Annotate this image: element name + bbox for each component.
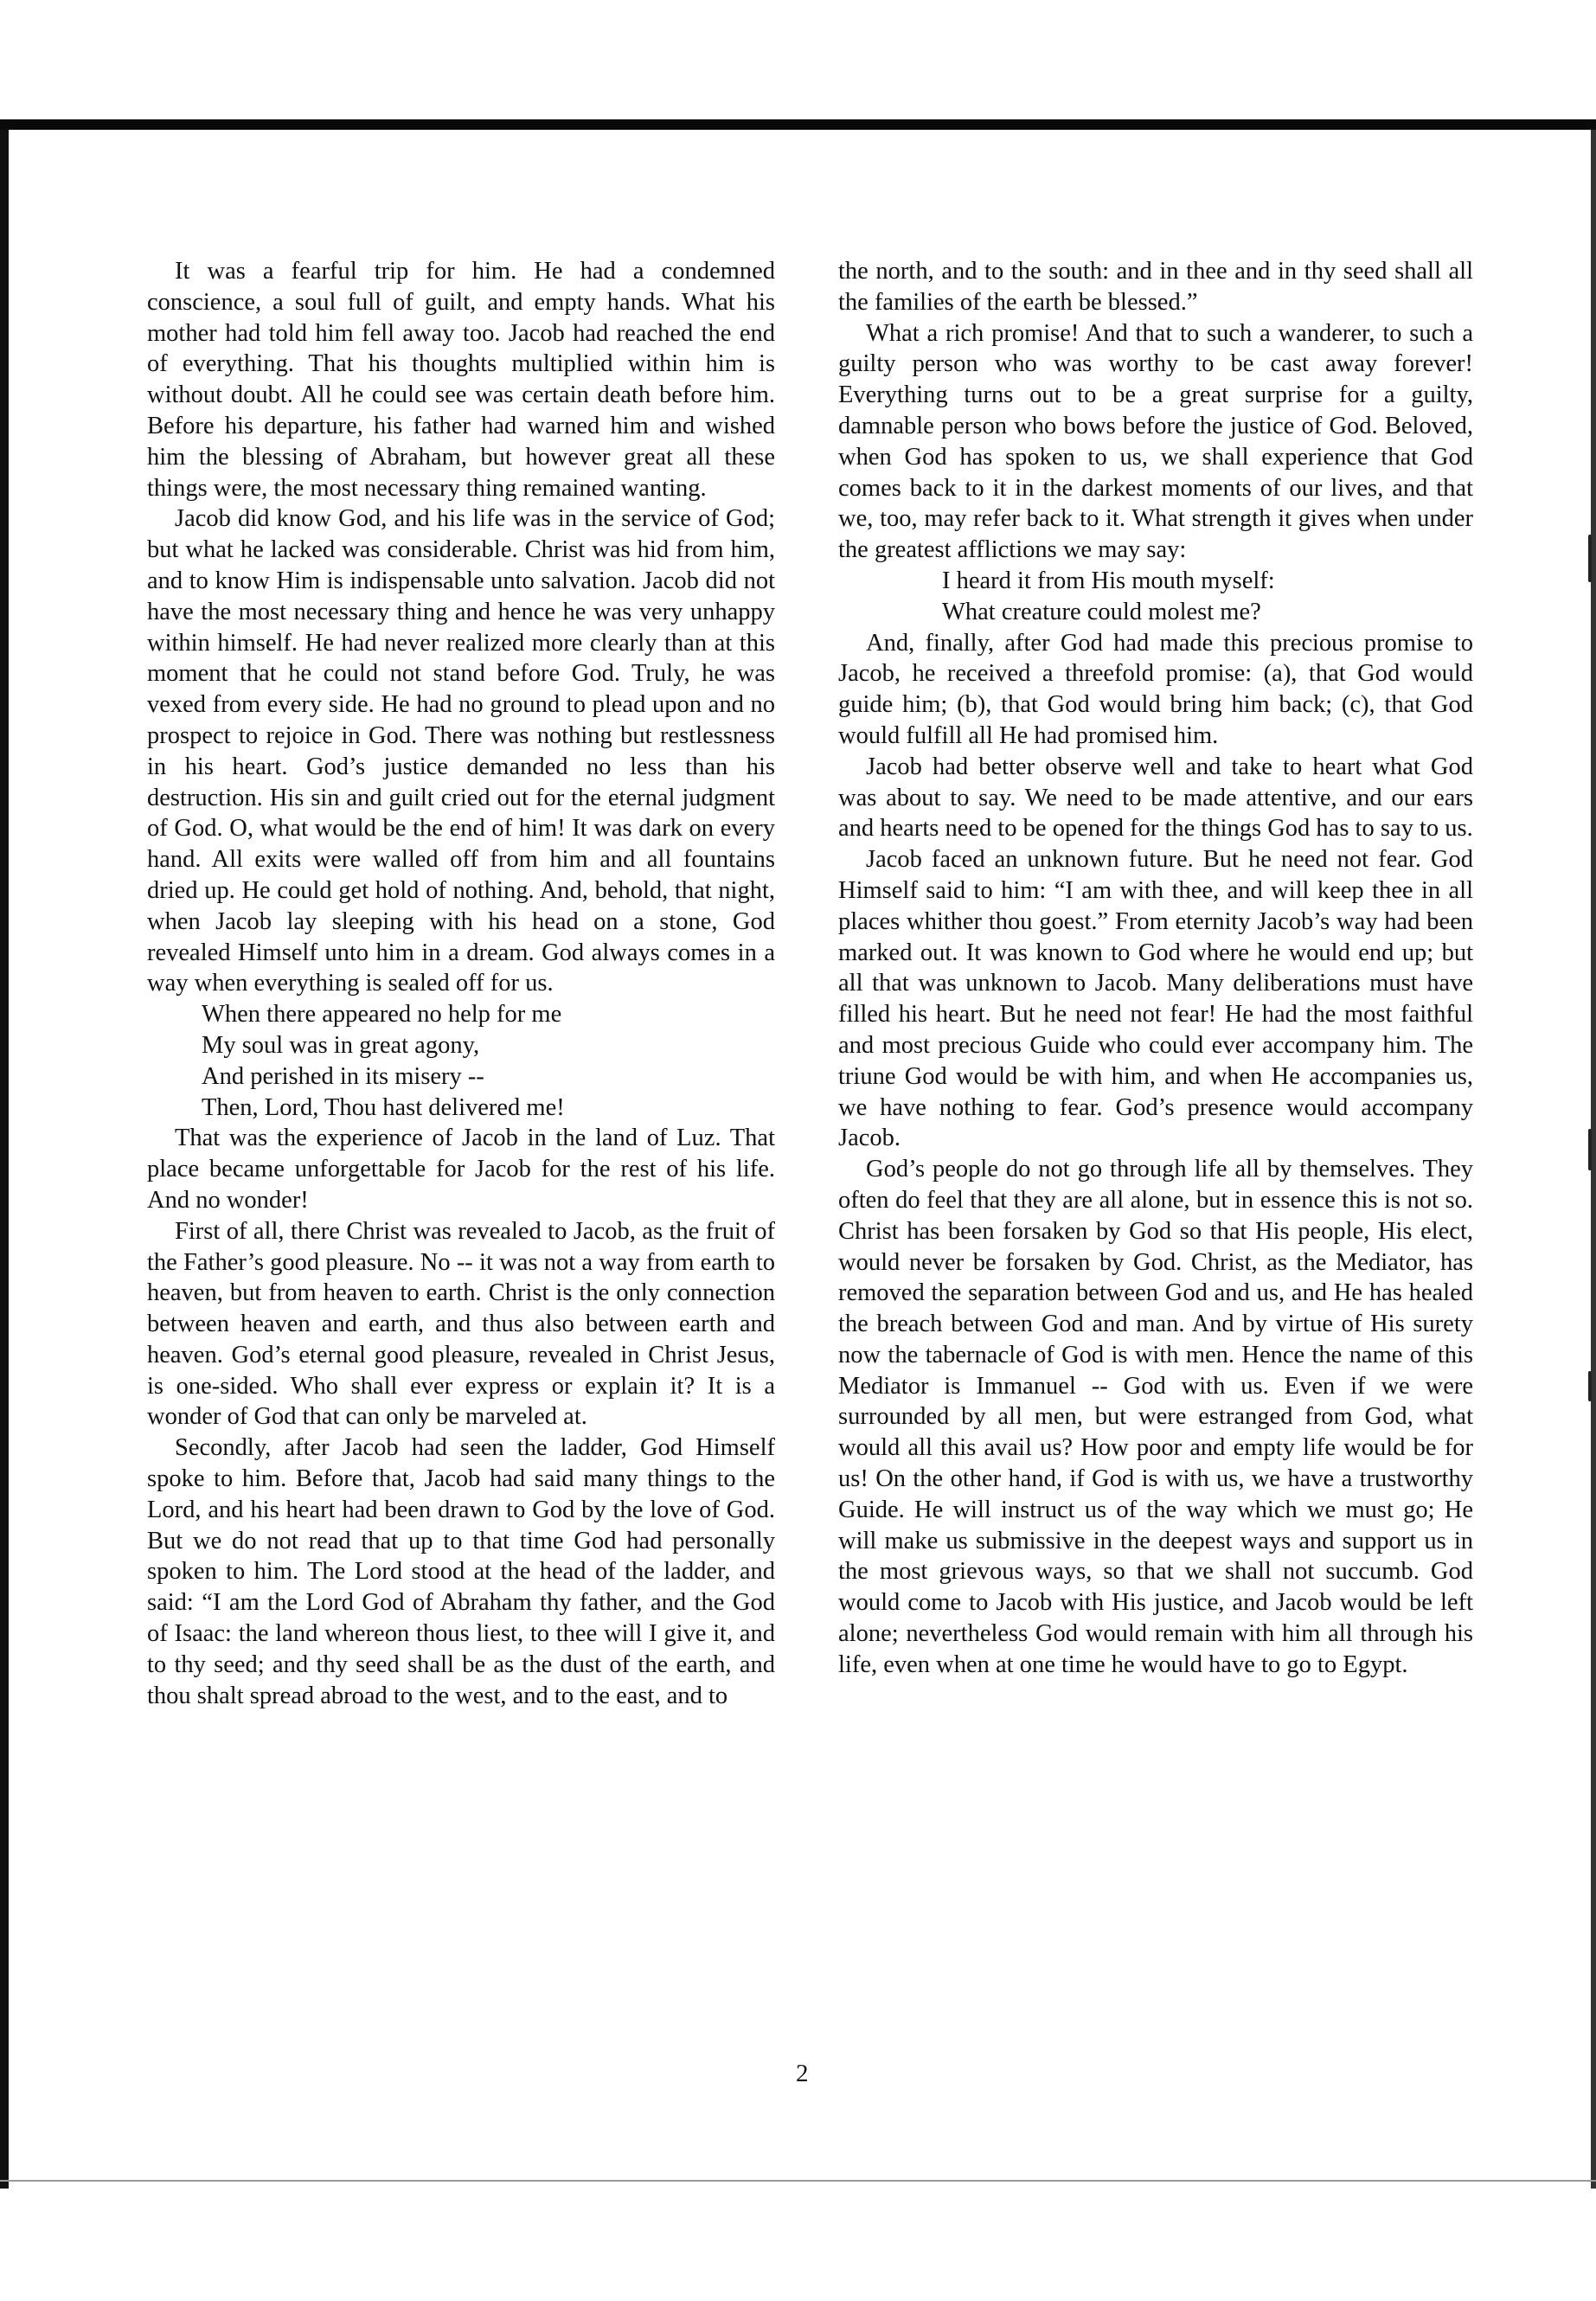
verse <box>838 566 1473 628</box>
paragraph: And, finally, after God had made this precious promise to Jacob, he received a threefold promise: (a), that God would guide him; (b), that God would bring him back; (c), that God would fulfill all He had promised him. <box>838 629 1473 749</box>
verse-line: Then, Lord, Thou hast delivered me! <box>202 1093 565 1121</box>
verse-line: What creature could molest me? <box>942 598 1261 625</box>
verse-line: And perished in its misery -- <box>202 1062 484 1090</box>
verse <box>147 999 775 1123</box>
page-number: 2 <box>796 2060 809 2087</box>
verse-line: My soul was in great agony, <box>202 1031 480 1059</box>
scan-mark <box>1588 1129 1592 1170</box>
scan-left-border <box>0 130 9 2189</box>
paragraph: It was a fearful trip for him. He had a condemned conscience, a soul full of guilt, and empty hands. What his mother had told him fell away too. Jacob had reached the end of everything. That his thoughts multiplied within him is without doubt. All he could see was certain death before him. Before his departure, his father had warned him and wished him the blessing of Abraham, but however great all these things were, the most necessary thing remained wanting. <box>147 258 775 502</box>
paragraph: Jacob had better observe well and take to heart what God was about to say. We need to be made attentive, and our ears and hearts need to be opened for the things God has to say to us. <box>838 753 1473 843</box>
paragraph: Jacob did know God, and his life was in the service of God; but what he lacked was considerable. Christ was hid from him, and to know Him is indispensable unto salvation. Jacob did not have the most necessary thing and hence he was very unhappy within himself. He had never realized more clearly than at this moment that he could not stand before God. Truly, he was vexed from every side. He had no ground to plead upon and no prospect to rejoice in God. There was nothing but restlessness in his heart. God’s justice demanded no less than his destruction. His sin and guilt cried out for the eternal judgment of God. O, what would be the end of him! It was dark on every hand. All exits were walled off from him and all fountains dried up. He could get hold of nothing. And, behold, that night, when Jacob lay sleeping with his head on a stone, God revealed Himself unto him in a dream. God always comes in a way when everything is sealed off for us. <box>147 505 775 997</box>
paragraph-continued: the north, and to the south: and in thee and in thy seed shall all the families of the earth be blessed.” <box>838 258 1473 316</box>
paragraph: Secondly, after Jacob had seen the ladder, God Himself spoke to him. Before that, Jacob had said many things to the Lord, and his heart had been drawn to God by the love of God. But we do not read that up to that time God had personally spoken to him. The Lord stood at the head of the ladder, and said: “I am the Lord God of Abraham thy father, and the God of Isaac: the land whereon thous liest, to thee will I give it, and to thy seed; and thy seed shall be as the dust of the earth, and thou shalt spread abroad to the west, and to the east, and to <box>147 1434 775 1709</box>
right-column <box>838 256 1473 1681</box>
paragraph: That was the experience of Jacob in the land of Luz. That place became unforgettable for Jacob for the rest of his life. And no wonder! <box>147 1125 775 1214</box>
paragraph: What a rich promise! And that to such a wanderer, to such a guilty person who was worthy to be cast away forever! Everything turns out to be a great surprise for a guilty, damnable person who bows before the justice of God. Beloved, when God has spoken to us, we shall experience that God comes back to it in the darkest moments of our lives, and that we, too, may refer back to it. What strength it gives when under the greatest afflictions we may say: <box>838 319 1473 564</box>
scan-top-border <box>0 119 1596 130</box>
paragraph: Jacob faced an unknown future. But he need not fear. God Himself said to him: “I am with thee, and will keep thee in all places whither thou goest.” From eternity Jacob’s way had been marked out. It was known to God where he would end up; but all that was unknown to Jacob. Many deliberations must have filled his heart. But he need not fear! He had the most faithful and most precious Guide who could ever accompany him. The triune God would be with him, and when He accompanies us, we have nothing to fear. God’s presence would accompany Jacob. <box>838 846 1473 1152</box>
verse-line: I heard it from His mouth myself: <box>942 567 1275 594</box>
verse-line: When there appeared no help for me <box>202 1001 562 1029</box>
left-column <box>147 256 775 1711</box>
scan-mark <box>1588 535 1592 582</box>
scan-mark <box>1588 1371 1592 1401</box>
scan-bottom-edge <box>0 2180 1596 2182</box>
paragraph: First of all, there Christ was revealed to Jacob, as the fruit of the Father’s good pleasure. No -- it was not a way from earth to heaven, but from heaven to earth. Christ is the only connection between heaven and earth, and thus also between earth and heaven. God’s eternal good pleasure, revealed in Christ Jesus, is one-sided. Who shall ever express or explain it? It is a wonder of God that can only be marveled at. <box>147 1217 775 1431</box>
paragraph: God’s people do not go through life all by themselves. They often do feel that they are all alone, but in essence this is not so. Christ has been forsaken by God so that His people, His elect, would never be forsaken by God. Christ, as the Mediator, has removed the separation between God and us, and He has healed the breach between God and man. And by virtue of His surety now the tabernacle of God is with men. Hence the name of this Mediator is Immanuel -- God with us. Even if we were surrounded by all men, but were estranged from God, what would all this avail us? How poor and empty life would be for us! On the other hand, if God is with us, we have a trustworthy Guide. He will instruct us of the way which we must go; He will make us submissive in the deepest ways and support us in the most grievous ways, so that we shall not succumb. God would come to Jacob with His justice, and Jacob would be left alone; nevertheless God would remain with him all through his life, even when at one time he would have to go to Egypt. <box>838 1156 1473 1678</box>
